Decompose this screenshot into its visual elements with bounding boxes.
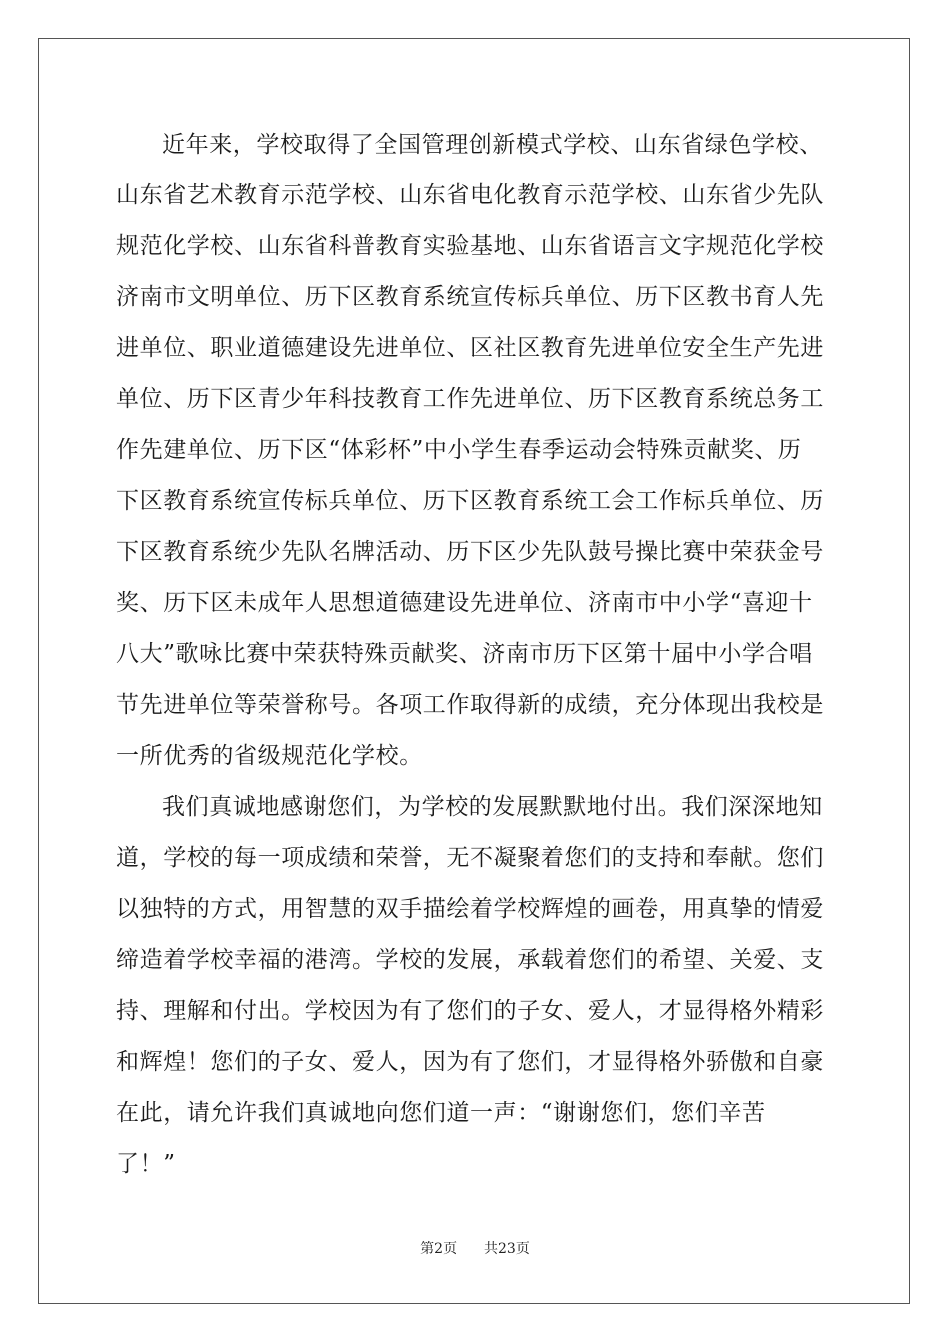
page-total: 共23页 [484, 1241, 530, 1257]
page-footer [0, 1240, 950, 1258]
text-line: 济南市文明单位、历下区教育系统宣传标兵单位、历下区教书育人先 [116, 284, 824, 310]
text-line: 我们真诚地感谢您们，为学校的发展默默地付出。我们深深地知 [162, 794, 823, 820]
page-number: 第2页 [420, 1241, 458, 1257]
text-line: 缔造着学校幸福的港湾。学校的发展，承载着您们的希望、关爱、支 [116, 947, 824, 973]
text-line: 作先建单位、历下区“体彩杯”中小学生春季运动会特殊贡献奖、历 [116, 437, 802, 463]
text-line: 和辉煌！您们的子女、爱人，因为有了您们，才显得格外骄傲和自豪 [116, 1049, 824, 1075]
text-line: 在此，请允许我们真诚地向您们道一声：“谢谢您们，您们辛苦 [116, 1100, 766, 1126]
text-line: 进单位、职业道德建设先进单位、区社区教育先进单位安全生产先进 [116, 335, 824, 361]
text-line: 八大”歌咏比赛中荣获特殊贡献奖、济南市历下区第十届中小学合唱 [116, 641, 813, 667]
text-line: 规范化学校、山东省科普教育实验基地、山东省语言文字规范化学校 [116, 233, 824, 259]
text-line: 一所优秀的省级规范化学校。 [116, 743, 423, 769]
text-line: 节先进单位等荣誉称号。各项工作取得新的成绩，充分体现出我校是 [116, 692, 824, 718]
text-line: 了！” [116, 1151, 176, 1177]
text-line: 以独特的方式，用智慧的双手描绘着学校辉煌的画卷，用真挚的情爱 [116, 896, 824, 922]
text-line: 下区教育系统宣传标兵单位、历下区教育系统工会工作标兵单位、历 [116, 488, 824, 514]
text-line: 单位、历下区青少年科技教育工作先进单位、历下区教育系统总务工 [116, 386, 824, 412]
text-line: 持、理解和付出。学校因为有了您们的子女、爱人，才显得格外精彩 [116, 998, 824, 1024]
text-line: 奖、历下区未成年人思想道德建设先进单位、济南市中小学“喜迎十 [116, 590, 813, 616]
text-line: 山东省艺术教育示范学校、山东省电化教育示范学校、山东省少先队 [116, 182, 824, 208]
text-line: 近年来，学校取得了全国管理创新模式学校、山东省绿色学校、 [162, 132, 823, 158]
text-line: 道，学校的每一项成绩和荣誉，无不凝聚着您们的支持和奉献。您们 [116, 845, 824, 871]
text-line: 下区教育系统少先队名牌活动、历下区少先队鼓号操比赛中荣获金号 [116, 539, 824, 565]
